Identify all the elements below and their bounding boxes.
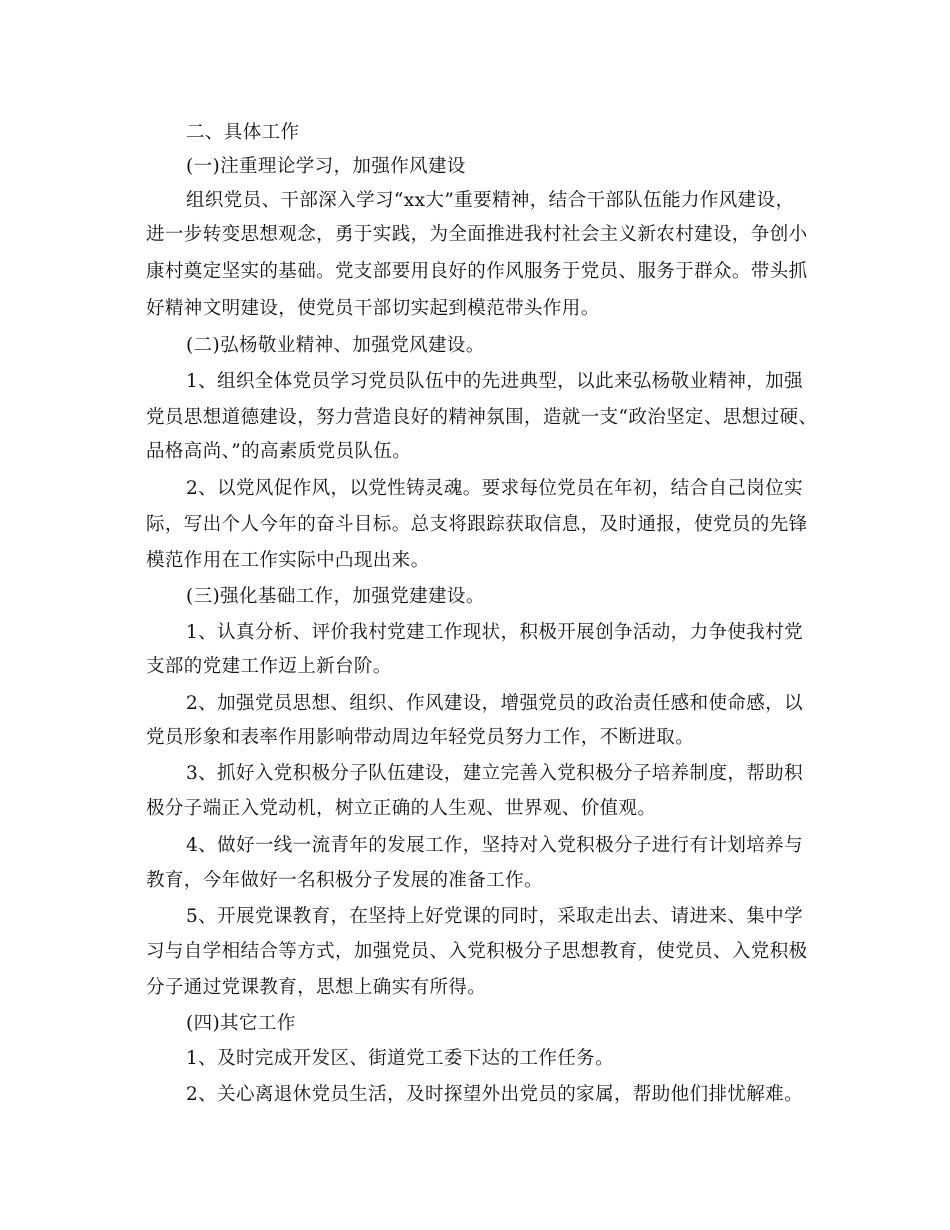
paragraph-line: 组织党员、干部深入学习“xx大”重要精神，结合干部队伍能力作风建设， — [186, 190, 795, 211]
subsection-heading-3: (三)强化基础工作，加强党建建设。 — [186, 586, 485, 607]
subsection-heading-4: (四)其它工作 — [186, 1013, 296, 1034]
paragraph-line: 1、组织全体党员学习党员队伍中的先进典型，以此来弘杨敬业精神，加强 — [186, 371, 803, 392]
paragraph-line: 际，写出个人今年的奋斗目标。总支将跟踪获取信息，及时通报，使党员的先锋 — [146, 514, 808, 535]
paragraph-line: 4、做好一线一流青年的发展工作，坚持对入党积极分子进行有计划培养与 — [186, 835, 803, 856]
paragraph-line: 党员形象和表率作用影响带动周边年轻党员努力工作，不断进取。 — [146, 727, 695, 748]
paragraph-line: 进一步转变思想观念，勇于实践，为全面推进我村社会主义新农村建设，争创小 — [146, 224, 808, 245]
section-heading: 二、具体工作 — [186, 122, 300, 143]
paragraph-line: 2、以党风促作风，以党性铸灵魂。要求每位党员在年初，结合自己岗位实 — [186, 478, 803, 499]
paragraph-line: 3、抓好入党积极分子队伍建设，建立完善入党积极分子培养制度，帮助积 — [186, 763, 803, 784]
paragraph-line: 模范作用在工作实际中凸现出来。 — [146, 550, 430, 571]
paragraph-line: 5、开展党课教育，在坚持上好党课的同时，采取走出去、请进来、集中学 — [186, 906, 803, 927]
paragraph-line: 习与自学相结合等方式，加强党员、入党积极分子思想教育，使党员、入党积极 — [146, 941, 808, 962]
paragraph-line: 党员思想道德建设，努力营造良好的精神氛围，造就一支“政治坚定、思想过硬、 — [146, 407, 818, 428]
paragraph-line: 2、关心离退休党员生活，及时探望外出党员的家属，帮助他们排忧解难。 — [186, 1084, 803, 1105]
paragraph-line: 2、加强党员思想、组织、作风建设，增强党员的政治责任感和使命感，以 — [186, 693, 803, 714]
paragraph-line: 分子通过党课教育，思想上确实有所得。 — [146, 977, 487, 998]
paragraph-line: 教育，今年做好一名积极分子发展的准备工作。 — [146, 870, 543, 891]
paragraph-line: 支部的党建工作迈上新台阶。 — [146, 656, 392, 677]
subsection-heading-2: (二)弘杨敬业精神、加强党风建设。 — [186, 335, 485, 356]
paragraph-line: 品格高尚、”的高素质党员队伍。 — [146, 441, 412, 462]
subsection-heading-1: (一)注重理论学习，加强作风建设 — [186, 156, 466, 177]
paragraph-line: 好精神文明建设，使党员干部切实起到模范带头作用。 — [146, 298, 600, 319]
paragraph-line: 1、认真分析、评价我村党建工作现状，积极开展创争活动，力争使我村党 — [186, 622, 803, 643]
paragraph-line: 康村奠定坚实的基础。党支部要用良好的作风服务于党员、服务于群众。带头抓 — [146, 261, 808, 282]
paragraph-line: 1、及时完成开发区、街道党工委下达的工作任务。 — [186, 1048, 614, 1069]
paragraph-line: 极分子端正入党动机，树立正确的人生观、世界观、价值观。 — [146, 798, 657, 819]
